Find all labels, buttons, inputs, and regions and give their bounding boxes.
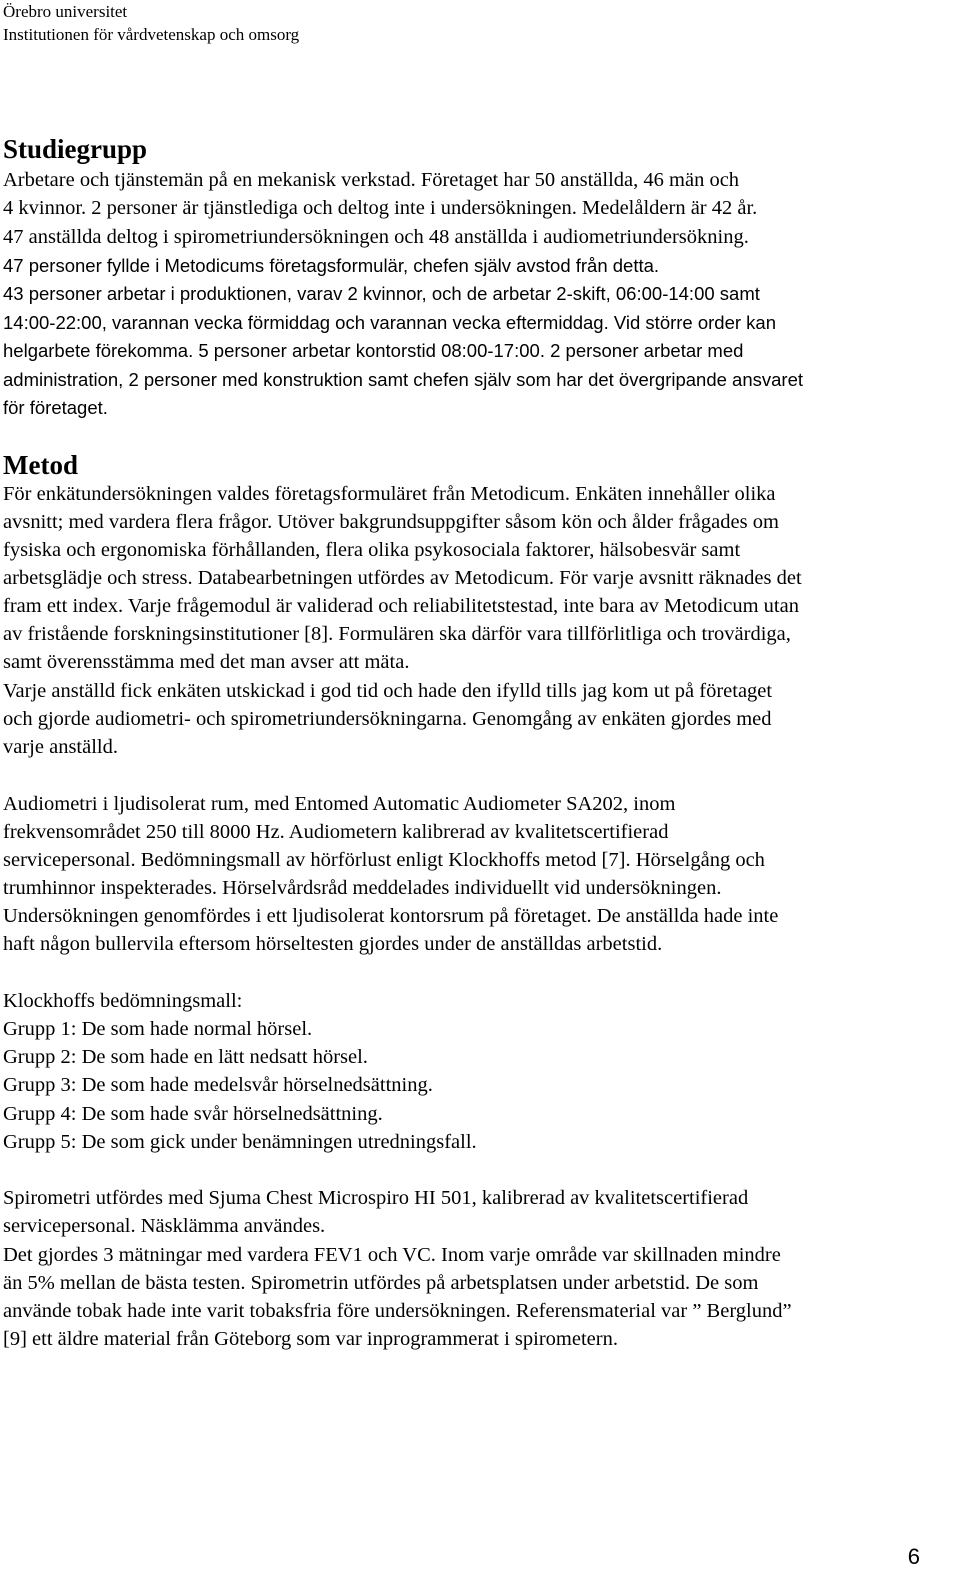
spirometry-line: använde tobak hade inte varit tobaksfria före undersökningen. Referensmaterial var ” Berglund” [3,1300,792,1322]
university-name: Örebro universitet [3,2,128,21]
heading-studiegrupp: Studiegrupp [3,134,148,164]
page-number: 6 [907,1544,920,1569]
study-line: Arbetare och tjänstemän på en mekanisk verkstad. Företaget har 50 anställda, 46 män och [3,169,740,191]
klockhoff-group: Grupp 1: De som hade normal hörsel. [3,1018,313,1040]
klockhoff-title: Klockhoffs bedömningsmall: [3,990,243,1012]
method-line: varje anställd. [3,736,118,758]
method-line: avsnitt; med vardera flera frågor. Utöver bakgrundsuppgifter såsom kön och ålder frågades om [3,511,779,533]
spirometry-line: än 5% mellan de bästa testen. Spirometrin utfördes på arbetsplatsen under arbetstid. De som [3,1272,759,1294]
spirometry-line: Det gjordes 3 mätningar med vardera FEV1 och VC. Inom varje område var skillnaden mindre [3,1244,781,1266]
study-line: helgarbete förekomma. 5 personer arbetar kontorstid 08:00-17:00. 2 personer arbetar med [3,340,744,361]
study-line: 4 kvinnor. 2 personer är tjänstlediga och deltog inte i undersökningen. Medelåldern är 42 år. [3,197,758,219]
audiometry-line: Audiometri i ljudisolerat rum, med Entomed Automatic Audiometer SA202, inom [3,793,676,815]
spirometry-line: servicepersonal. Näsklämma användes. [3,1215,326,1237]
method-line: Varje anställd fick enkäten utskickad i god tid och hade den ifylld tills jag kom ut på företaget [3,680,773,702]
study-line: 47 anställda deltog i spirometriundersökningen och 48 anställda i audiometriundersökning. [3,226,749,248]
method-line: arbetsglädje och stress. Databearbetningen utfördes av Metodicum. För varje avsnitt räknades det [3,567,802,589]
method-line: och gjorde audiometri- och spirometriundersökningarna. Genomgång av enkäten gjordes med [3,708,772,730]
method-line: av fristående forskningsinstitutioner [8]. Formulären ska därför vara tillförlitliga och trovärdiga, [3,623,791,645]
study-line: 43 personer arbetar i produktionen, varav 2 kvinnor, och de arbetar 2-skift, 06:00-14:00 samt [3,283,760,304]
audiometry-line: trumhinnor inspekterades. Hörselvårdsråd meddelades individuellt vid undersökningen. [3,877,722,899]
audiometry-line: frekvensområdet 250 till 8000 Hz. Audiometern kalibrerad av kvalitetscertifierad [3,821,669,843]
study-line: 47 personer fyllde i Metodicums företagsformulär, chefen själv avstod från detta. [3,255,660,276]
method-line: samt överensstämma med det man avser att mäta. [3,651,410,673]
heading-metod: Metod [3,450,78,480]
audiometry-line: haft någon bullervila eftersom hörseltesten gjordes under de anställdas arbetstid. [3,933,663,955]
spirometry-line: [9] ett äldre material från Göteborg som var inprogrammerat i spirometern. [3,1328,618,1350]
klockhoff-group: Grupp 3: De som hade medelsvår hörselnedsättning. [3,1074,433,1096]
spirometry-line: Spirometri utfördes med Sjuma Chest Microspiro HI 501, kalibrerad av kvalitetscertifierad [3,1187,749,1209]
audiometry-line: Undersökningen genomfördes i ett ljudisolerat kontorsrum på företaget. De anställda hade inte [3,905,779,927]
study-line: 14:00-22:00, varannan vecka förmiddag och varannan vecka eftermiddag. Vid större order kan [3,312,777,333]
klockhoff-group: Grupp 4: De som hade svår hörselnedsättning. [3,1103,383,1125]
study-line: för företaget. [3,397,108,418]
klockhoff-group: Grupp 2: De som hade en lätt nedsatt hörsel. [3,1046,368,1068]
method-line: fram ett index. Varje frågemodul är validerad och reliabilitetstestad, inte bara av Metodicum utan [3,595,799,617]
study-line: administration, 2 personer med konstruktion samt chefen själv som har det övergripande ansvaret [3,369,804,390]
institution-name: Institutionen för vårdvetenskap och omsorg [3,25,300,44]
method-line: fysiska och ergonomiska förhållanden, flera olika psykosociala faktorer, hälsobesvär samt [3,539,741,561]
method-line: För enkätundersökningen valdes företagsformuläret från Metodicum. Enkäten innehåller olika [3,483,776,505]
klockhoff-group: Grupp 5: De som gick under benämningen utredningsfall. [3,1131,477,1153]
audiometry-line: servicepersonal. Bedömningsmall av hörförlust enligt Klockhoffs metod [7]. Hörselgång och [3,849,765,871]
